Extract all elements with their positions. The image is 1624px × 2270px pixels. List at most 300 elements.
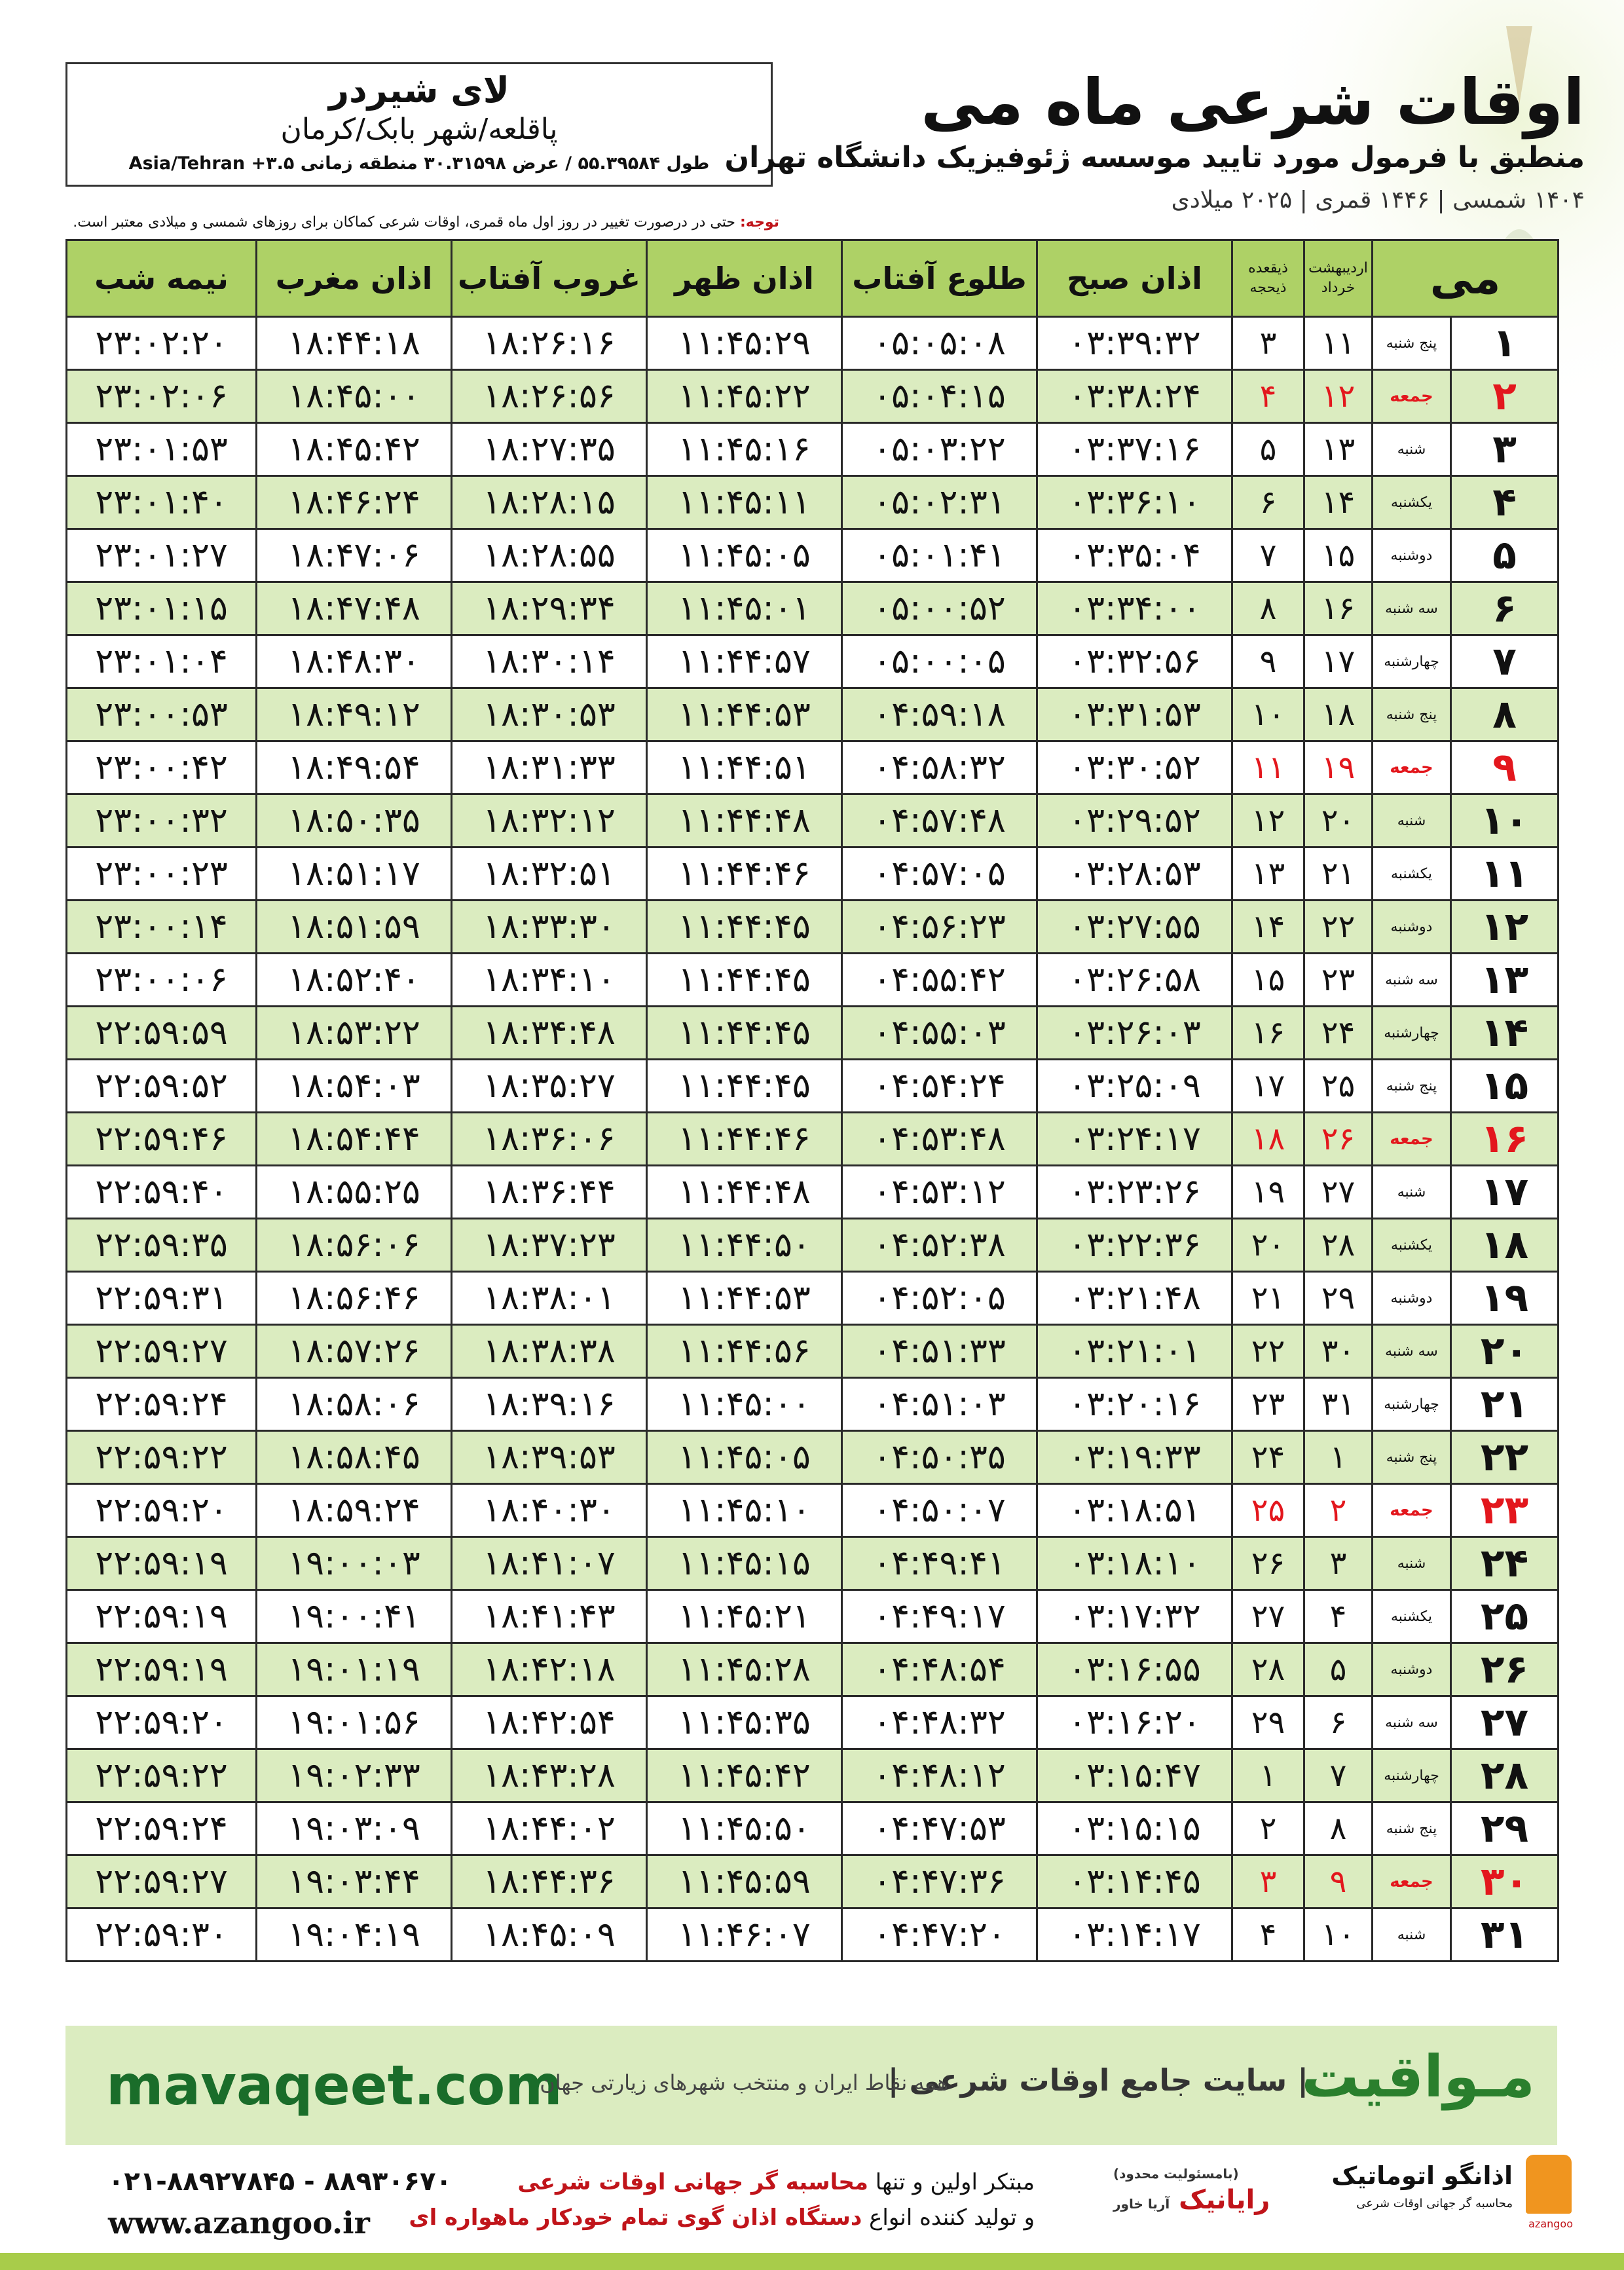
cell-sunrise: ۰۵:۰۰:۵۲ xyxy=(842,582,1037,635)
cell-sunset: ۱۸:۴۴:۳۶ xyxy=(452,1855,647,1908)
cell-day: ۱۸ xyxy=(1451,1219,1559,1272)
cell-maghrib: ۱۸:۴۵:۴۲ xyxy=(257,423,452,476)
cell-maghrib: ۱۸:۴۷:۰۶ xyxy=(257,529,452,582)
brand-logo-text: مـواقیت xyxy=(1301,2043,1535,2110)
cell-wd: سه شنبه xyxy=(1373,1325,1451,1378)
cell-sh: ۱۳ xyxy=(1304,423,1373,476)
cell-sunset: ۱۸:۳۳:۳۰ xyxy=(452,901,647,954)
cell-dhuhr: ۱۱:۴۵:۰۰ xyxy=(647,1378,842,1431)
page-subtitle: منطبق با فرمول مورد تایید موسسه ژئوفیزیک دانشگاه تهران xyxy=(724,141,1585,174)
footer-line-1 xyxy=(517,2169,1035,2195)
cell-sunset: ۱۸:۲۹:۳۴ xyxy=(452,582,647,635)
cell-fajr: ۰۳:۲۶:۰۳ xyxy=(1037,1007,1232,1060)
cell-sh: ۱۶ xyxy=(1304,582,1373,635)
cell-sunrise: ۰۴:۴۹:۴۱ xyxy=(842,1537,1037,1590)
cell-dhuhr: ۱۱:۴۴:۴۵ xyxy=(647,1060,842,1113)
cell-maghrib: ۱۸:۵۴:۰۳ xyxy=(257,1060,452,1113)
cell-hj: ۹ xyxy=(1232,635,1304,688)
cell-day: ۲۳ xyxy=(1451,1484,1559,1537)
cell-hj: ۷ xyxy=(1232,529,1304,582)
cell-wd: پنج شنبه xyxy=(1373,1431,1451,1484)
azangoo-brand: azangoo xyxy=(1528,2218,1573,2230)
cell-mid: ۲۳:۰۰:۳۲ xyxy=(67,794,257,847)
cell-sh: ۲۹ xyxy=(1304,1272,1373,1325)
cell-sunrise: ۰۴:۵۲:۳۸ xyxy=(842,1219,1037,1272)
table-row xyxy=(67,741,1559,794)
cell-fajr: ۰۳:۲۰:۱۶ xyxy=(1037,1378,1232,1431)
footer-line-1-a: مبتکر اولین و تنها xyxy=(868,2169,1035,2195)
cell-dhuhr: ۱۱:۴۶:۰۷ xyxy=(647,1908,842,1962)
cell-maghrib: ۱۹:۰۳:۰۹ xyxy=(257,1802,452,1855)
azangoo-icon xyxy=(1526,2155,1572,2214)
cell-sunset: ۱۸:۳۹:۵۳ xyxy=(452,1431,647,1484)
cell-sh: ۳۰ xyxy=(1304,1325,1373,1378)
cell-day: ۲۲ xyxy=(1451,1431,1559,1484)
cell-wd: شنبه xyxy=(1373,1908,1451,1962)
cell-sunset: ۱۸:۳۰:۱۴ xyxy=(452,635,647,688)
cell-hj: ۴ xyxy=(1232,370,1304,423)
cell-hj: ۲۲ xyxy=(1232,1325,1304,1378)
cell-wd: یکشنبه xyxy=(1373,1219,1451,1272)
table-row xyxy=(67,370,1559,423)
cell-mid: ۲۳:۰۱:۱۵ xyxy=(67,582,257,635)
cell-mid: ۲۳:۰۱:۰۴ xyxy=(67,635,257,688)
cell-maghrib: ۱۹:۰۲:۳۳ xyxy=(257,1749,452,1802)
cell-hj: ۱۱ xyxy=(1232,741,1304,794)
cell-hj: ۲۶ xyxy=(1232,1537,1304,1590)
cell-maghrib: ۱۸:۵۳:۲۲ xyxy=(257,1007,452,1060)
cell-sunset: ۱۸:۴۱:۰۷ xyxy=(452,1537,647,1590)
note xyxy=(73,214,779,231)
table-row xyxy=(67,1166,1559,1219)
cell-maghrib: ۱۹:۰۱:۱۹ xyxy=(257,1643,452,1696)
cell-wd: پنج شنبه xyxy=(1373,688,1451,741)
cell-dhuhr: ۱۱:۴۴:۵۶ xyxy=(647,1325,842,1378)
cell-mid: ۲۲:۵۹:۲۴ xyxy=(67,1802,257,1855)
cell-sh: ۸ xyxy=(1304,1802,1373,1855)
cell-mid: ۲۲:۵۹:۲۷ xyxy=(67,1855,257,1908)
cell-hj: ۱۷ xyxy=(1232,1060,1304,1113)
cell-mid: ۲۲:۵۹:۲۰ xyxy=(67,1484,257,1537)
cell-dhuhr: ۱۱:۴۵:۴۲ xyxy=(647,1749,842,1802)
cell-fajr: ۰۳:۲۱:۴۸ xyxy=(1037,1272,1232,1325)
cell-sh: ۲۶ xyxy=(1304,1113,1373,1166)
cell-sh: ۶ xyxy=(1304,1696,1373,1749)
col-shamsi-top: اردیبهشت xyxy=(1308,260,1368,276)
rayanik-note: (بامسئولیت محدود) xyxy=(1113,2166,1239,2182)
col-shamsi xyxy=(1304,240,1373,317)
note-label: توجه: xyxy=(739,214,779,231)
cell-sunset: ۱۸:۳۸:۰۱ xyxy=(452,1272,647,1325)
cell-sh: ۲ xyxy=(1304,1484,1373,1537)
table-row xyxy=(67,476,1559,529)
cell-day: ۳۱ xyxy=(1451,1908,1559,1962)
cell-wd: یکشنبه xyxy=(1373,847,1451,901)
cell-fajr: ۰۳:۳۵:۰۴ xyxy=(1037,529,1232,582)
cell-sh: ۲۷ xyxy=(1304,1166,1373,1219)
cell-maghrib: ۱۸:۵۵:۲۵ xyxy=(257,1166,452,1219)
cell-sunrise: ۰۵:۰۱:۴۱ xyxy=(842,529,1037,582)
rayanik-logo xyxy=(1113,2155,1270,2215)
table-row xyxy=(67,1431,1559,1484)
cell-day: ۲۶ xyxy=(1451,1643,1559,1696)
cell-sh: ۲۲ xyxy=(1304,901,1373,954)
cell-sunset: ۱۸:۳۱:۳۳ xyxy=(452,741,647,794)
cell-mid: ۲۳:۰۲:۲۰ xyxy=(67,317,257,370)
cell-fajr: ۰۳:۱۹:۳۳ xyxy=(1037,1431,1232,1484)
cell-mid: ۲۳:۰۰:۵۳ xyxy=(67,688,257,741)
cell-mid: ۲۲:۵۹:۲۲ xyxy=(67,1749,257,1802)
table-row xyxy=(67,1060,1559,1113)
cell-maghrib: ۱۸:۴۸:۳۰ xyxy=(257,635,452,688)
cell-mid: ۲۲:۵۹:۴۶ xyxy=(67,1113,257,1166)
cell-dhuhr: ۱۱:۴۵:۲۹ xyxy=(647,317,842,370)
cell-wd: شنبه xyxy=(1373,1166,1451,1219)
cell-sunrise: ۰۴:۵۲:۰۵ xyxy=(842,1272,1037,1325)
cell-sunset: ۱۸:۴۵:۰۹ xyxy=(452,1908,647,1962)
table-row xyxy=(67,1802,1559,1855)
cell-sunset: ۱۸:۳۷:۲۳ xyxy=(452,1219,647,1272)
cell-sunset: ۱۸:۳۰:۵۳ xyxy=(452,688,647,741)
cell-day: ۱۴ xyxy=(1451,1007,1559,1060)
cell-mid: ۲۳:۰۰:۴۲ xyxy=(67,741,257,794)
cell-wd: سه شنبه xyxy=(1373,954,1451,1007)
cell-hj: ۵ xyxy=(1232,423,1304,476)
cell-sunset: ۱۸:۲۶:۱۶ xyxy=(452,317,647,370)
cell-hj: ۱۲ xyxy=(1232,794,1304,847)
cell-sunset: ۱۸:۳۴:۴۸ xyxy=(452,1007,647,1060)
table-row xyxy=(67,688,1559,741)
cell-hj: ۱۶ xyxy=(1232,1007,1304,1060)
cell-fajr: ۰۳:۱۵:۴۷ xyxy=(1037,1749,1232,1802)
city-name: لای شیردر xyxy=(328,69,510,111)
cell-mid: ۲۳:۰۲:۰۶ xyxy=(67,370,257,423)
col-hijri xyxy=(1232,240,1304,317)
cell-wd: پنج شنبه xyxy=(1373,317,1451,370)
cell-maghrib: ۱۸:۴۵:۰۰ xyxy=(257,370,452,423)
cell-sh: ۱۴ xyxy=(1304,476,1373,529)
table-row xyxy=(67,1696,1559,1749)
table-row xyxy=(67,1378,1559,1431)
cell-day: ۲۷ xyxy=(1451,1696,1559,1749)
col-hijri-top: ذیقعده xyxy=(1248,260,1288,276)
cell-mid: ۲۲:۵۹:۱۹ xyxy=(67,1537,257,1590)
table-row xyxy=(67,1643,1559,1696)
cell-sh: ۱۵ xyxy=(1304,529,1373,582)
table-row xyxy=(67,423,1559,476)
azangoo-sub: محاسبه گر جهانی اوقات شرعی xyxy=(1356,2197,1513,2210)
cell-hj: ۶ xyxy=(1232,476,1304,529)
cell-maghrib: ۱۸:۵۴:۴۴ xyxy=(257,1113,452,1166)
cell-maghrib: ۱۸:۴۴:۱۸ xyxy=(257,317,452,370)
cell-day: ۱ xyxy=(1451,317,1559,370)
cell-sunrise: ۰۴:۵۶:۲۳ xyxy=(842,901,1037,954)
cell-wd: جمعه xyxy=(1373,1855,1451,1908)
cell-sh: ۱ xyxy=(1304,1431,1373,1484)
cell-sunrise: ۰۴:۵۷:۴۸ xyxy=(842,794,1037,847)
cell-sh: ۲۵ xyxy=(1304,1060,1373,1113)
cell-sunrise: ۰۵:۰۵:۰۸ xyxy=(842,317,1037,370)
cell-fajr: ۰۳:۲۸:۵۳ xyxy=(1037,847,1232,901)
col-fajr: اذان صبح xyxy=(1037,240,1232,317)
cell-mid: ۲۳:۰۰:۰۶ xyxy=(67,954,257,1007)
cell-wd: چهارشنبه xyxy=(1373,635,1451,688)
table-row xyxy=(67,635,1559,688)
cell-maghrib: ۱۸:۴۹:۱۲ xyxy=(257,688,452,741)
cell-mid: ۲۲:۵۹:۴۰ xyxy=(67,1166,257,1219)
table-row xyxy=(67,1590,1559,1643)
cell-sunrise: ۰۵:۰۳:۲۲ xyxy=(842,423,1037,476)
cell-mid: ۲۳:۰۱:۴۰ xyxy=(67,476,257,529)
footer-line-1-b: محاسبه گر جهانی اوقات شرعی xyxy=(517,2169,868,2195)
cell-sh: ۱۱ xyxy=(1304,317,1373,370)
cell-sunrise: ۰۴:۴۷:۵۳ xyxy=(842,1802,1037,1855)
cell-sh: ۷ xyxy=(1304,1749,1373,1802)
cell-sunset: ۱۸:۴۰:۳۰ xyxy=(452,1484,647,1537)
table-row xyxy=(67,317,1559,370)
cell-fajr: ۰۳:۲۹:۵۲ xyxy=(1037,794,1232,847)
cell-fajr: ۰۳:۱۴:۴۵ xyxy=(1037,1855,1232,1908)
cell-wd: پنج شنبه xyxy=(1373,1060,1451,1113)
cell-sunset: ۱۸:۴۲:۵۴ xyxy=(452,1696,647,1749)
bottom-accent-bar xyxy=(0,2253,1624,2270)
cell-sunrise: ۰۴:۵۸:۳۲ xyxy=(842,741,1037,794)
cell-fajr: ۰۳:۲۴:۱۷ xyxy=(1037,1113,1232,1166)
cell-dhuhr: ۱۱:۴۴:۴۶ xyxy=(647,1113,842,1166)
cell-dhuhr: ۱۱:۴۵:۵۹ xyxy=(647,1855,842,1908)
table-row xyxy=(67,901,1559,954)
footer-line-2-a: و تولید کننده انواع xyxy=(862,2205,1035,2231)
cell-day: ۳ xyxy=(1451,423,1559,476)
cell-dhuhr: ۱۱:۴۵:۱۶ xyxy=(647,423,842,476)
cell-hj: ۱۸ xyxy=(1232,1113,1304,1166)
cell-sh: ۱۹ xyxy=(1304,741,1373,794)
cell-dhuhr: ۱۱:۴۴:۵۱ xyxy=(647,741,842,794)
cell-day: ۲۰ xyxy=(1451,1325,1559,1378)
cell-day: ۲۸ xyxy=(1451,1749,1559,1802)
table-row xyxy=(67,582,1559,635)
cell-wd: سه شنبه xyxy=(1373,1696,1451,1749)
cell-dhuhr: ۱۱:۴۴:۵۰ xyxy=(647,1219,842,1272)
page-title: اوقات شرعی ماه می xyxy=(921,65,1585,139)
cell-wd: جمعه xyxy=(1373,370,1451,423)
cell-wd: شنبه xyxy=(1373,794,1451,847)
cell-fajr: ۰۳:۳۱:۵۳ xyxy=(1037,688,1232,741)
cell-sunrise: ۰۵:۰۰:۰۵ xyxy=(842,635,1037,688)
cell-sunrise: ۰۴:۵۰:۳۵ xyxy=(842,1431,1037,1484)
cell-day: ۸ xyxy=(1451,688,1559,741)
rayanik-name: رایانیک xyxy=(1179,2185,1270,2215)
cell-sunset: ۱۸:۳۸:۳۸ xyxy=(452,1325,647,1378)
cell-sunrise: ۰۴:۵۵:۰۳ xyxy=(842,1007,1037,1060)
cell-sunrise: ۰۴:۴۸:۱۲ xyxy=(842,1749,1037,1802)
cell-mid: ۲۳:۰۱:۵۳ xyxy=(67,423,257,476)
footer-line-2 xyxy=(409,2205,1035,2231)
cell-wd: جمعه xyxy=(1373,1484,1451,1537)
cell-hj: ۲۹ xyxy=(1232,1696,1304,1749)
site-banner xyxy=(65,2026,1557,2145)
cell-day: ۱۷ xyxy=(1451,1166,1559,1219)
cell-sunset: ۱۸:۲۷:۳۵ xyxy=(452,423,647,476)
cell-fajr: ۰۳:۳۴:۰۰ xyxy=(1037,582,1232,635)
cell-sh: ۲۳ xyxy=(1304,954,1373,1007)
cell-day: ۲۴ xyxy=(1451,1537,1559,1590)
table-row xyxy=(67,529,1559,582)
col-dhuhr: اذان ظهر xyxy=(647,240,842,317)
cell-wd: یکشنبه xyxy=(1373,1590,1451,1643)
table-row xyxy=(67,1007,1559,1060)
cell-day: ۱۱ xyxy=(1451,847,1559,901)
cell-fajr: ۰۳:۲۷:۵۵ xyxy=(1037,901,1232,954)
cell-dhuhr: ۱۱:۴۵:۲۲ xyxy=(647,370,842,423)
cell-fajr: ۰۳:۳۰:۵۲ xyxy=(1037,741,1232,794)
cell-hj: ۲۸ xyxy=(1232,1643,1304,1696)
cell-sh: ۲۱ xyxy=(1304,847,1373,901)
brand-tagline: | سایت جامع اوقات شرعی | xyxy=(887,2062,1308,2098)
cell-sunrise: ۰۴:۴۹:۱۷ xyxy=(842,1590,1037,1643)
cell-maghrib: ۱۹:۰۳:۴۴ xyxy=(257,1855,452,1908)
cell-fajr: ۰۳:۱۸:۵۱ xyxy=(1037,1484,1232,1537)
cell-day: ۱۰ xyxy=(1451,794,1559,847)
cell-mid: ۲۳:۰۱:۲۷ xyxy=(67,529,257,582)
cell-sunrise: ۰۴:۵۱:۳۳ xyxy=(842,1325,1037,1378)
col-hijri-bottom: ذیحجه xyxy=(1249,280,1287,296)
table-row xyxy=(67,954,1559,1007)
cell-wd: دوشنبه xyxy=(1373,529,1451,582)
cell-sunset: ۱۸:۴۲:۱۸ xyxy=(452,1643,647,1696)
cell-hj: ۴ xyxy=(1232,1908,1304,1962)
note-text: حتی در درصورت تغییر در روز اول ماه قمری، اوقات شرعی کماکان برای روزهای شمسی و میلادی معتبر است. xyxy=(73,214,740,231)
cell-mid: ۲۲:۵۹:۳۰ xyxy=(67,1908,257,1962)
cell-hj: ۲۰ xyxy=(1232,1219,1304,1272)
cell-maghrib: ۱۸:۴۷:۴۸ xyxy=(257,582,452,635)
cell-dhuhr: ۱۱:۴۵:۲۱ xyxy=(647,1590,842,1643)
cell-fajr: ۰۳:۱۵:۱۵ xyxy=(1037,1802,1232,1855)
cell-sunrise: ۰۴:۵۴:۲۴ xyxy=(842,1060,1037,1113)
cell-fajr: ۰۳:۳۲:۵۶ xyxy=(1037,635,1232,688)
table-row xyxy=(67,1855,1559,1908)
cell-wd: دوشنبه xyxy=(1373,1272,1451,1325)
cell-hj: ۱۰ xyxy=(1232,688,1304,741)
cell-fajr: ۰۳:۲۶:۵۸ xyxy=(1037,954,1232,1007)
rayanik-sub: آریا خاور xyxy=(1113,2196,1170,2212)
table-row xyxy=(67,794,1559,847)
col-sunrise: طلوع آفتاب xyxy=(842,240,1037,317)
table-row xyxy=(67,1908,1559,1962)
cell-day: ۴ xyxy=(1451,476,1559,529)
cell-wd: شنبه xyxy=(1373,423,1451,476)
cell-mid: ۲۲:۵۹:۲۰ xyxy=(67,1696,257,1749)
cell-fajr: ۰۳:۲۳:۲۶ xyxy=(1037,1166,1232,1219)
region-name: پاقلعه/شهر بابک/کرمان xyxy=(280,113,558,146)
brand-subtitle: همه نقاط ایران و منتخب شهرهای زیارتی جهان xyxy=(540,2070,948,2095)
cell-sh: ۴ xyxy=(1304,1590,1373,1643)
cell-wd: جمعه xyxy=(1373,741,1451,794)
cell-mid: ۲۲:۵۹:۳۱ xyxy=(67,1272,257,1325)
cell-dhuhr: ۱۱:۴۴:۴۵ xyxy=(647,901,842,954)
cell-day: ۶ xyxy=(1451,582,1559,635)
cell-fajr: ۰۳:۲۱:۰۱ xyxy=(1037,1325,1232,1378)
cell-day: ۲ xyxy=(1451,370,1559,423)
cell-sh: ۲۰ xyxy=(1304,794,1373,847)
cell-day: ۵ xyxy=(1451,529,1559,582)
table-row xyxy=(67,1219,1559,1272)
cell-day: ۱۶ xyxy=(1451,1113,1559,1166)
cell-wd: پنج شنبه xyxy=(1373,1802,1451,1855)
cell-mid: ۲۲:۵۹:۱۹ xyxy=(67,1643,257,1696)
cell-dhuhr: ۱۱:۴۴:۴۸ xyxy=(647,794,842,847)
cell-sunset: ۱۸:۳۲:۱۲ xyxy=(452,794,647,847)
table-row xyxy=(67,1484,1559,1537)
cell-maghrib: ۱۹:۰۰:۰۳ xyxy=(257,1537,452,1590)
cell-sunset: ۱۸:۳۲:۵۱ xyxy=(452,847,647,901)
cell-dhuhr: ۱۱:۴۴:۴۵ xyxy=(647,954,842,1007)
cell-dhuhr: ۱۱:۴۵:۰۱ xyxy=(647,582,842,635)
cell-sunset: ۱۸:۳۵:۲۷ xyxy=(452,1060,647,1113)
footer-line-2-b: دستگاه اذان گوی تمام خودکار ماهواره ای xyxy=(409,2205,862,2231)
cell-dhuhr: ۱۱:۴۵:۱۱ xyxy=(647,476,842,529)
cell-dhuhr: ۱۱:۴۴:۴۸ xyxy=(647,1166,842,1219)
col-sunset: غروب آفتاب xyxy=(452,240,647,317)
cell-sh: ۱۰ xyxy=(1304,1908,1373,1962)
cell-sunset: ۱۸:۳۶:۴۴ xyxy=(452,1166,647,1219)
cell-mid: ۲۳:۰۰:۱۴ xyxy=(67,901,257,954)
cell-mid: ۲۲:۵۹:۱۹ xyxy=(67,1590,257,1643)
cell-sunset: ۱۸:۲۶:۵۶ xyxy=(452,370,647,423)
prayer-times-table xyxy=(65,239,1559,1962)
col-maghrib: اذان مغرب xyxy=(257,240,452,317)
cell-day: ۲۱ xyxy=(1451,1378,1559,1431)
location-box xyxy=(65,62,773,187)
site-url[interactable]: mavaqeet.com xyxy=(106,2053,563,2117)
cell-sunset: ۱۸:۳۴:۱۰ xyxy=(452,954,647,1007)
cell-hj: ۱۹ xyxy=(1232,1166,1304,1219)
cell-hj: ۱۵ xyxy=(1232,954,1304,1007)
azangoo-logo xyxy=(1297,2155,1573,2230)
cell-dhuhr: ۱۱:۴۴:۵۳ xyxy=(647,1272,842,1325)
cell-fajr: ۰۳:۳۷:۱۶ xyxy=(1037,423,1232,476)
cell-maghrib: ۱۸:۵۸:۰۶ xyxy=(257,1378,452,1431)
col-midnight: نیمه شب xyxy=(67,240,257,317)
cell-hj: ۱۴ xyxy=(1232,901,1304,954)
cell-sh: ۱۷ xyxy=(1304,635,1373,688)
cell-dhuhr: ۱۱:۴۵:۱۰ xyxy=(647,1484,842,1537)
cell-sunrise: ۰۴:۵۳:۱۲ xyxy=(842,1166,1037,1219)
cell-fajr: ۰۳:۱۶:۲۰ xyxy=(1037,1696,1232,1749)
table-row xyxy=(67,1325,1559,1378)
cell-day: ۲۵ xyxy=(1451,1590,1559,1643)
cell-hj: ۲ xyxy=(1232,1802,1304,1855)
cell-maghrib: ۱۸:۵۱:۱۷ xyxy=(257,847,452,901)
cell-maghrib: ۱۸:۴۶:۲۴ xyxy=(257,476,452,529)
cell-sh: ۲۴ xyxy=(1304,1007,1373,1060)
coordinates: طول ۵۵.۳۹۵۸۴ / عرض ۳۰.۳۱۵۹۸ منطقه زمانی ۳.۵+ Asia/Tehran xyxy=(128,153,710,174)
table-row xyxy=(67,847,1559,901)
cell-wd: چهارشنبه xyxy=(1373,1007,1451,1060)
cell-day: ۲۹ xyxy=(1451,1802,1559,1855)
cell-day: ۱۵ xyxy=(1451,1060,1559,1113)
cell-sunset: ۱۸:۴۳:۲۸ xyxy=(452,1749,647,1802)
cell-hj: ۳ xyxy=(1232,317,1304,370)
cell-sh: ۳۱ xyxy=(1304,1378,1373,1431)
website-link[interactable]: www.azangoo.ir xyxy=(108,2205,370,2241)
phone-numbers: ۰۲۱-۸۸۹۲۷۸۴۵ - ۸۸۹۳۰۶۷۰ xyxy=(108,2167,452,2197)
cell-sunrise: ۰۵:۰۴:۱۵ xyxy=(842,370,1037,423)
cell-maghrib: ۱۸:۵۱:۵۹ xyxy=(257,901,452,954)
cell-maghrib: ۱۸:۴۹:۵۴ xyxy=(257,741,452,794)
cell-sunset: ۱۸:۴۱:۴۳ xyxy=(452,1590,647,1643)
cell-sunrise: ۰۴:۵۹:۱۸ xyxy=(842,688,1037,741)
